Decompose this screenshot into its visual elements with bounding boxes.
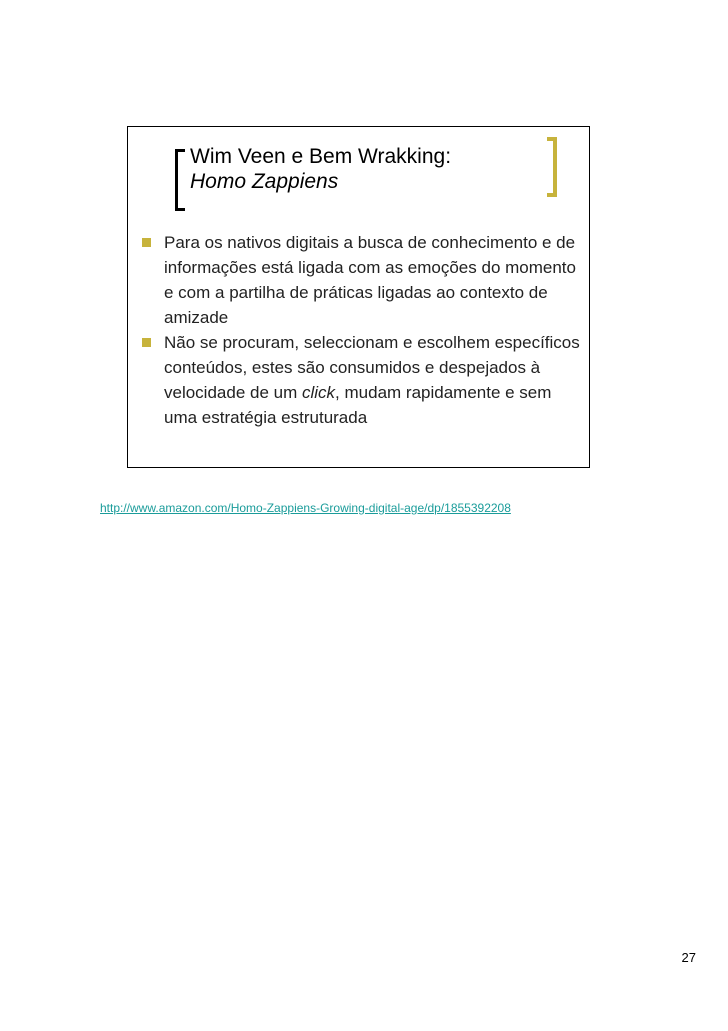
slide-title bbox=[190, 144, 451, 194]
bullet-item-1 bbox=[142, 230, 582, 330]
left-bracket-decoration bbox=[175, 149, 185, 211]
bullet-list bbox=[142, 230, 582, 430]
amazon-link[interactable]: http://www.amazon.com/Homo-Zappiens-Growing-digital-age/dp/1855392208 bbox=[100, 501, 511, 515]
bullet-item-2 bbox=[142, 330, 582, 430]
right-bracket-decoration bbox=[547, 137, 557, 197]
bullet-text-2-italic: click bbox=[301, 383, 336, 402]
title-line-2: Homo Zappiens bbox=[190, 170, 339, 193]
slide-frame bbox=[127, 126, 590, 468]
bullet-text-2b: , mudam rapidamente e sem uma estratégia estruturada bbox=[164, 383, 552, 427]
square-bullet-icon bbox=[142, 338, 151, 347]
title-line-1: Wim Veen e Bem Wrakking: bbox=[190, 145, 452, 168]
page-number: 27 bbox=[681, 950, 696, 965]
bullet-text-2a: Não se procuram, seleccionam e escolhem específicos conteúdos, estes são consumidos e despejados à velocidade de um bbox=[164, 333, 580, 402]
square-bullet-icon bbox=[142, 238, 151, 247]
bullet-text-1: Para os nativos digitais a busca de conhecimento e de informações está ligada com as emoções do momento e com a partilha de práticas ligadas ao contexto de amizade bbox=[164, 233, 576, 327]
